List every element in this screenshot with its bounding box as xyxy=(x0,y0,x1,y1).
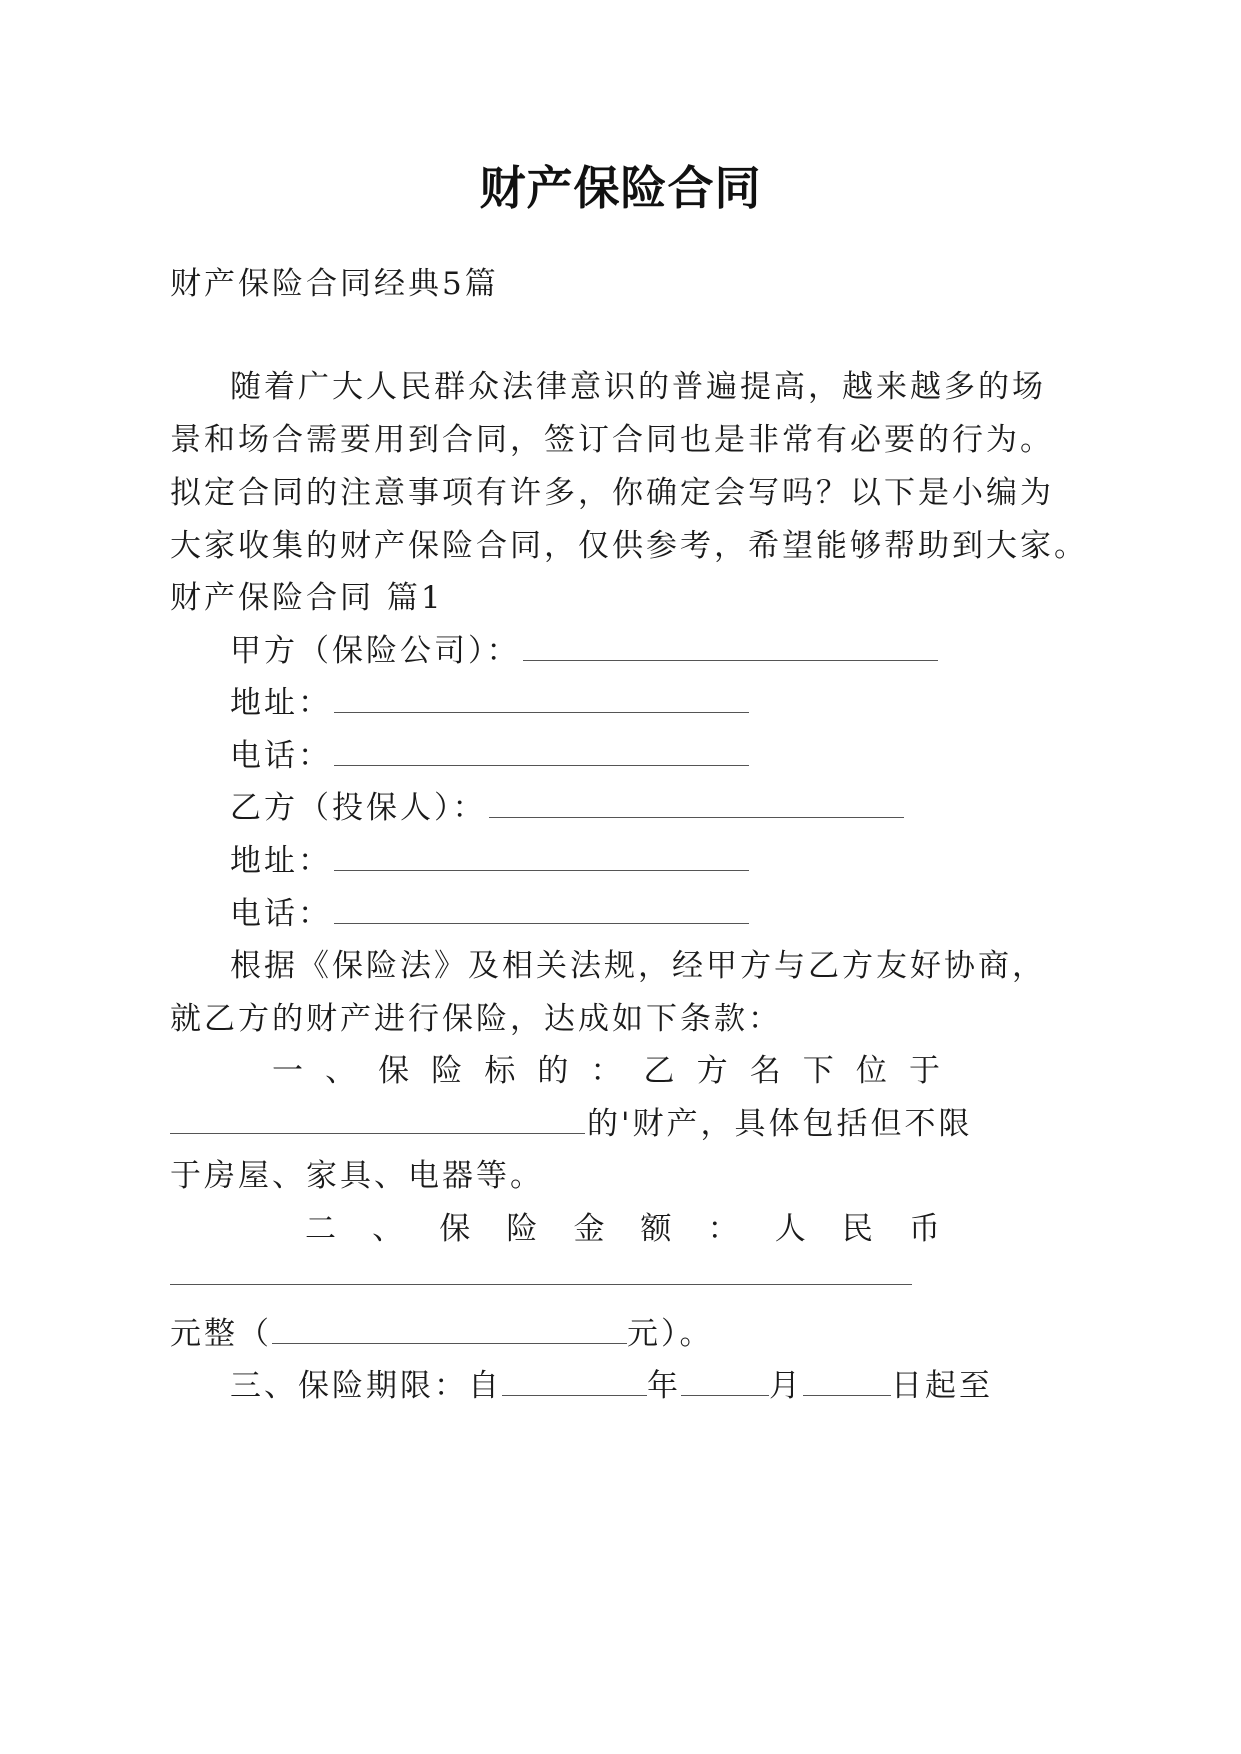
clause-3-year-label: 年 xyxy=(647,1368,681,1404)
clause-2-line-3-suffix: 元）。 xyxy=(627,1316,714,1352)
clause-3-year-blank[interactable] xyxy=(502,1367,647,1396)
clause-1-char: 名 xyxy=(749,1053,781,1089)
party-b-address-line xyxy=(230,840,751,882)
party-a-address-label: 地址： xyxy=(230,685,332,721)
clause-1-char: 险 xyxy=(431,1053,463,1089)
party-a-label: 甲方（保险公司）： xyxy=(230,633,521,669)
clause-3-day-suffix: 日起至 xyxy=(891,1368,993,1404)
clause-1-line-2-suffix: 的'财产，具体包括但不限 xyxy=(587,1106,973,1142)
clause-1-char: ： xyxy=(590,1053,622,1089)
party-a-address-line xyxy=(230,682,751,724)
basis-line-1: 根据《保险法》及相关法规，经甲方与乙方友好协商， xyxy=(230,948,1046,984)
intro-line-1: 随着广大人民群众法律意识的普遍提高，越来越多的场 xyxy=(230,369,1046,405)
clause-2-char: 额 xyxy=(640,1211,672,1247)
party-a-blank[interactable] xyxy=(523,632,938,661)
intro-line-4: 大家收集的财产保险合同，仅供参考，希望能够帮助到大家。 xyxy=(170,528,1088,564)
clause-2-char: ： xyxy=(707,1211,739,1247)
party-b-blank[interactable] xyxy=(489,789,904,818)
clause-1-char: 、 xyxy=(325,1053,357,1089)
clause-3-month-blank[interactable] xyxy=(681,1367,769,1396)
document-subtitle: 财产保险合同经典5篇 xyxy=(170,266,499,302)
party-b-phone-line xyxy=(230,893,751,935)
clause-2-line-3 xyxy=(170,1313,714,1355)
clause-2-char: 人 xyxy=(774,1211,806,1247)
clause-1-line-2 xyxy=(170,1103,973,1145)
basis-line-2: 就乙方的财产进行保险，达成如下条款： xyxy=(170,1001,782,1037)
clause-1-line-1 xyxy=(272,1050,940,1092)
party-a-line xyxy=(230,630,940,672)
clause-3-prefix: 三、保险期限：自 xyxy=(230,1368,502,1404)
clause-1-char: 标 xyxy=(484,1053,516,1089)
party-b-phone-label: 电话： xyxy=(230,896,332,932)
clause-2-char: 二 xyxy=(305,1211,336,1247)
party-b-label: 乙方（投保人）： xyxy=(230,790,487,826)
clause-1-line-3: 于房屋、家具、电器等。 xyxy=(170,1158,544,1194)
clause-3-month-label: 月 xyxy=(769,1368,803,1404)
clause-2-line-1 xyxy=(305,1208,940,1250)
clause-2-char: 民 xyxy=(841,1211,873,1247)
party-a-address-blank[interactable] xyxy=(334,684,749,713)
clause-1-char: 位 xyxy=(855,1053,887,1089)
party-a-phone-line xyxy=(230,735,751,777)
clause-1-char: 一 xyxy=(272,1053,303,1089)
party-b-line xyxy=(230,787,906,829)
clause-2-char: 、 xyxy=(372,1211,404,1247)
clause-1-char: 方 xyxy=(696,1053,728,1089)
section-heading: 财产保险合同 篇1 xyxy=(170,580,444,616)
clause-1-char: 的 xyxy=(537,1053,569,1089)
clause-2-char: 保 xyxy=(439,1211,471,1247)
clause-2-char: 险 xyxy=(506,1211,538,1247)
clause-2-amount-blank[interactable] xyxy=(170,1284,912,1285)
clause-3-line-1 xyxy=(230,1365,993,1407)
clause-1-char: 乙 xyxy=(643,1053,675,1089)
intro-line-3: 拟定合同的注意事项有许多，你确定会写吗？以下是小编为 xyxy=(170,475,1054,511)
party-b-address-label: 地址： xyxy=(230,843,332,879)
clause-2-char: 币 xyxy=(908,1211,940,1247)
party-b-address-blank[interactable] xyxy=(334,842,749,871)
party-b-phone-blank[interactable] xyxy=(334,895,749,924)
clause-2-amount-upper-blank[interactable] xyxy=(272,1315,627,1344)
clause-1-char: 下 xyxy=(802,1053,834,1089)
clause-2-line-3-prefix: 元整（ xyxy=(170,1316,272,1352)
document-title: 财产保险合同 xyxy=(479,161,762,215)
clause-2-char: 金 xyxy=(573,1211,605,1247)
party-a-phone-label: 电话： xyxy=(230,738,332,774)
party-a-phone-blank[interactable] xyxy=(334,737,749,766)
clause-1-location-blank[interactable] xyxy=(170,1105,585,1134)
clause-3-day-blank[interactable] xyxy=(803,1367,891,1396)
intro-line-2: 景和场合需要用到合同，签订合同也是非常有必要的行为。 xyxy=(170,422,1054,458)
clause-1-char: 保 xyxy=(378,1053,410,1089)
clause-1-char: 于 xyxy=(908,1053,940,1089)
